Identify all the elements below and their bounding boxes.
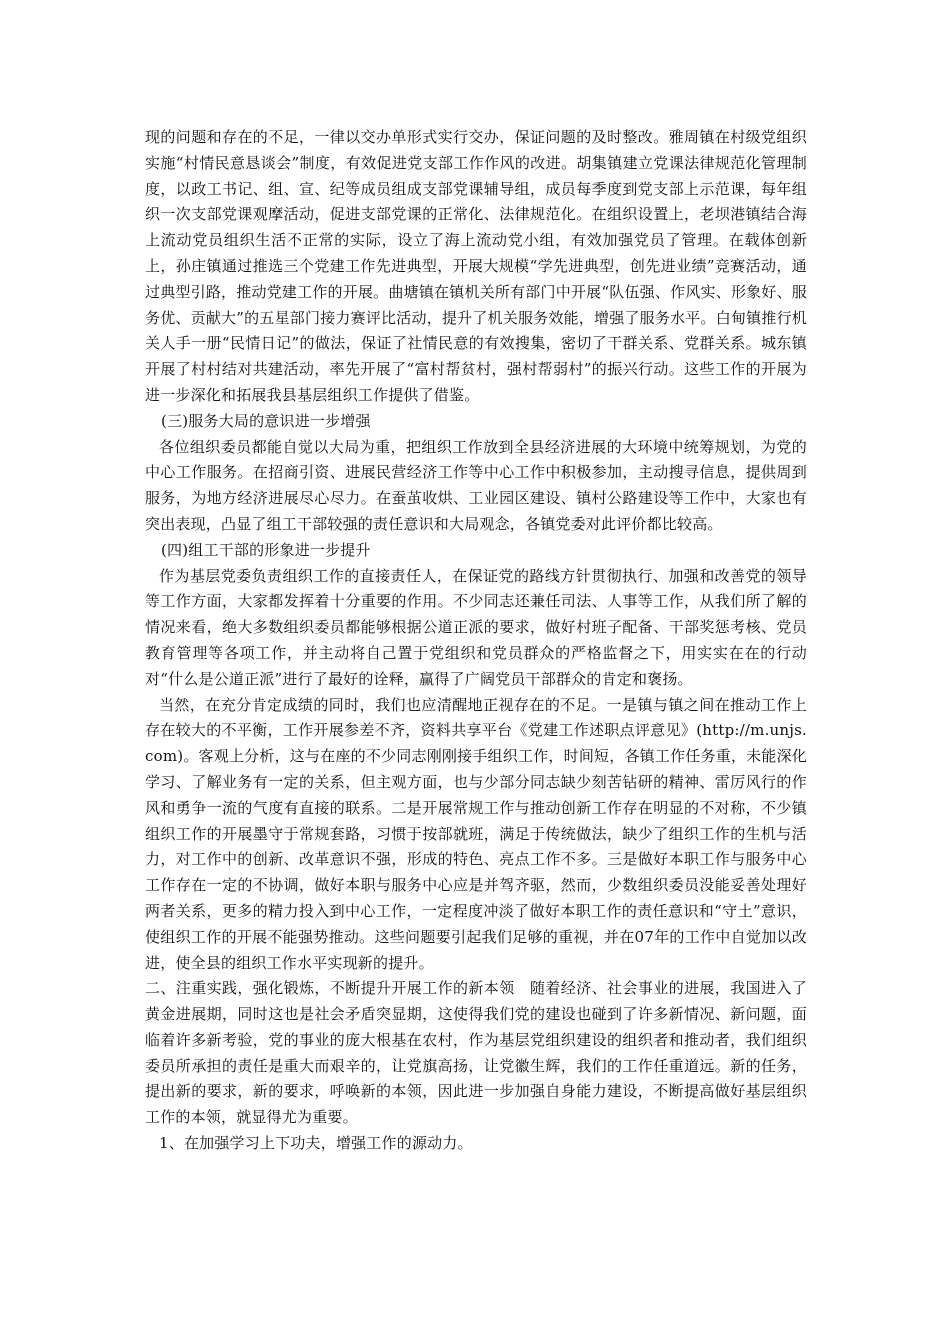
section-heading-2-with-text: 二、注重实践，强化锻炼，不断提升开展工作的新本领 随着经济、社会事业的进展，我国进入了黄金进展期，同时这也是社会矛盾突显期，这使得我们党的建设也碰到了许多新情况、新问题，面临着许多新考验，党的事业的庞大根基在农村，作为基层党组织建设的组织者和推动者，我们组织委员所承担的责任是重大而艰辛的，让党旗高扬，让党徽生辉，我们的工作任重道远。新的任务，提出新的要求，新的要求，呼唤新的本领，因此进一步加强自身能力建设，不断提高做好基层组织工作的本领，就显得尤为重要。 bbox=[145, 979, 807, 1127]
paragraph-cadre-image: 作为基层党委负责组织工作的直接责任人，在保证党的路线方针贯彻执行、加强和改善党的领导等工作方面，大家都发挥着十分重要的作用。不少同志还兼任司法、人事等工作，从我们所了解的情况来看，绝大多数组织委员都能够根据公道正派的要求，做好村班子配备、干部奖惩考核、党员教育管理等各项工作，并主动将自己置于党组织和党员群众的严格监督之下，用实实在在的行动对“什么是公道正派”进行了最好的诠释，赢得了广阔党员干部群众的肯定和褒扬。 bbox=[145, 566, 807, 688]
paragraph-shortcomings: 当然，在充分肯定成绩的同时，我们也应清醒地正视存在的不足。一是镇与镇之间在推动工作上存在较大的不平衡，工作开展参差不齐，资料共享平台《党建工作述职点评意见》(http://m.unjs.com)。客观上分析，这与在座的不少同志刚刚接手组织工作，时间短，各镇工作任务重，未能深化学习、了解业务有一定的关系，但主观方面，也与少部分同志缺少刻苦钻研的精神、雷厉风行的作风和勇争一流的气度有直接的联系。二是开展常规工作与推动创新工作存在明显的不对称，不少镇组织工作的开展墨守于常规套路，习惯于按部就班，满足于传统做法，缺少了组织工作的生机与活力，对工作中的创新、改革意识不强，形成的特色、亮点工作不多。三是做好本职工作与服务中心工作存在一定的不协调，做好本职与服务中心应是并驾齐驱，然而，少数组织委员没能妥善处理好两者关系，更多的精力投入到中心工作，一定程度冲淡了做好本职工作的责任意识和“守土”意识，使组织工作的开展不能强势推动。这些问题要引起我们足够的重视，并在07年的工作中自觉加以改进，使全县的组织工作水平实现新的提升。 bbox=[145, 695, 807, 972]
subsection-heading-1: 1、在加强学习上下功夫，增强工作的源动力。 bbox=[159, 1134, 473, 1153]
paragraph-overall-awareness: 各位组织委员都能自觉以大局为重，把组织工作放到全县经济进展的大环境中统筹规划，为党的中心工作服务。在招商引资、进展民营经济工作等中心工作中积极参加，主动搜寻信息，提供周到服务，为地方经济进展尽心尽力。在蚕茧收烘、工业园区建设、镇村公路建设等工作中，大家也有突出表现，凸显了组工干部较强的责任意识和大局观念，各镇党委对此评价都比较高。 bbox=[145, 437, 807, 533]
section-heading-4: (四)组工干部的形象进一步提升 bbox=[161, 540, 371, 559]
document-page bbox=[145, 125, 807, 1157]
paragraph-township-practices: 现的问题和存在的不足，一律以交办单形式实行交办，保证问题的及时整改。雅周镇在村级党组织实施“村情民意恳谈会”制度，有效促进党支部工作作风的改进。胡集镇建立党课法律规范化管理制度，以政工书记、组、宣、纪等成员组成支部党课辅导组，成员每季度到党支部上示范课，每年组织一次支部党课观摩活动，促进支部党课的正常化、法律规范化。在组织设置上，老坝港镇结合海上流动党员组织生活不正常的实际，设立了海上流动党小组，有效加强党员了管理。在载体创新上，孙庄镇通过推选三个党建工作先进典型，开展大规模“学先进典型，创先进业绩”竞赛活动，通过典型引路，推动党建工作的开展。曲塘镇在镇机关所有部门中开展“队伍强、作风实、形象好、服务优、贡献大”的五星部门接力赛评比活动，提升了机关服务效能，增强了服务水平。白甸镇推行机关人手一册“民情日记”的做法，保证了社情民意的有效搜集，密切了干群关系、党群关系。城东镇开展了村村结对共建活动，率先开展了“富村帮贫村，强村帮弱村”的振兴行动。这些工作的开展为进一步深化和拓展我县基层组织工作提供了借鉴。 bbox=[145, 128, 807, 404]
section-heading-3: (三)服务大局的意识进一步增强 bbox=[161, 411, 371, 430]
